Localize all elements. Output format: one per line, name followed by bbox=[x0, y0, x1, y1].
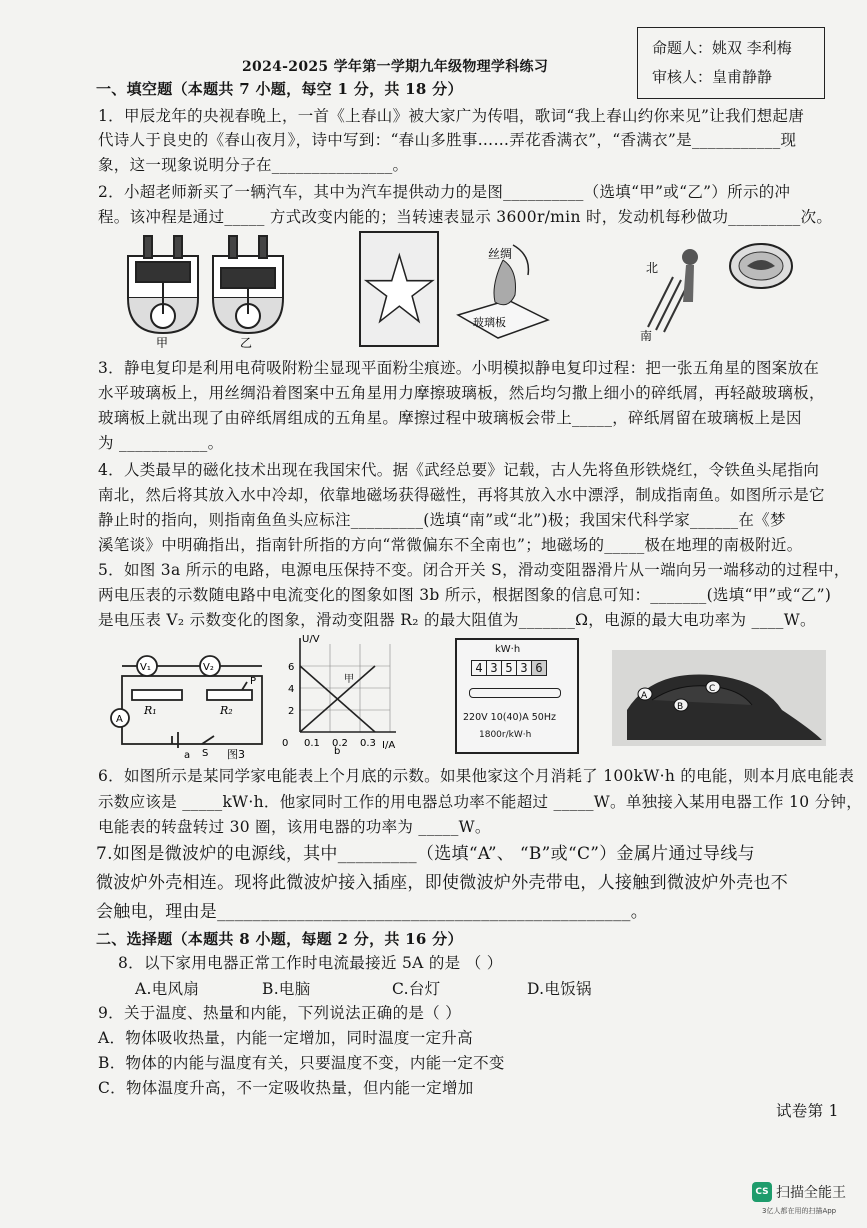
q4-line-3: 静止时的指向，则指南鱼鱼头应标注_________(选填“南”或“北”)极；我国宋代科学家______在《梦 bbox=[98, 511, 786, 529]
x-tick-0-1: 0.1 bbox=[304, 738, 320, 749]
q1-line-3: 象，这一现象说明分子在_______________。 bbox=[98, 156, 409, 174]
silk-glass-figure bbox=[453, 240, 553, 340]
q8-option-a: A.电风扇 bbox=[135, 980, 200, 998]
meter-digit: 3 bbox=[487, 661, 502, 675]
q4-line-2: 南北，然后将其放入水中冷却，依靠地磁场获得磁性，再将其放入水中漂浮，制成指南鱼。如图所示是它 bbox=[98, 486, 825, 504]
plug-label-b: B bbox=[677, 702, 684, 712]
section-1-heading: 一、填空题（本题共 7 小题，每空 1 分，共 18 分） bbox=[96, 80, 463, 98]
circuit-figure bbox=[102, 648, 272, 760]
plug-label-c: C bbox=[709, 684, 716, 694]
page-number: 试卷第 1 bbox=[776, 1102, 839, 1120]
voltage-current-graph bbox=[278, 630, 403, 754]
q1-line-1: 1．甲辰龙年的央视春晚上，一首《上春山》被大家广为传唱，歌词“我上春山约你来见”让我们想起唐 bbox=[98, 107, 805, 125]
switch-label: S bbox=[202, 748, 209, 759]
plug-photo bbox=[612, 650, 826, 746]
meter-disc-window bbox=[469, 688, 561, 698]
q9-stem: 9．关于温度、热量和内能，下列说法正确的是（ ） bbox=[98, 1004, 461, 1022]
meter-digit: 5 bbox=[502, 661, 517, 675]
glass-label: 玻璃板 bbox=[473, 316, 506, 329]
scan-app-name: 扫描全能王 bbox=[776, 1185, 846, 1201]
q3-line-3: 玻璃板上就出现了由碎纸屑组成的五角星。摩擦过程中玻璃板会带上_____，碎纸屑留在玻璃板上是因 bbox=[98, 409, 802, 427]
q9-option-b: B．物体的内能与温度有关，只要温度不变，内能一定不变 bbox=[98, 1054, 505, 1072]
engine-label-yi: 乙 bbox=[240, 336, 253, 348]
author-label: 命题人：姚双 李利梅 bbox=[652, 39, 792, 57]
q3-line-4: 为 ___________。 bbox=[98, 434, 224, 452]
q3-line-2: 水平玻璃板上，用丝绸沿着图案中五角星用力摩擦玻璃板，然后均匀撒上细小的碎纸屑，再轻敲玻璃板， bbox=[98, 384, 825, 402]
y-tick-6: 6 bbox=[288, 662, 295, 673]
meter-digit: 3 bbox=[517, 661, 532, 675]
slider-label: P bbox=[250, 676, 257, 687]
fig-b-label: b bbox=[334, 746, 341, 754]
q5-line-2: 两电压表的示数随电路中电流变化的图象如图 3b 所示，根据图象的信息可知：_______(选填“甲”或“乙”) bbox=[98, 586, 832, 604]
silk-label: 丝绸 bbox=[488, 247, 513, 261]
r2-label: R₂ bbox=[220, 704, 233, 717]
y-tick-2: 2 bbox=[288, 706, 295, 717]
q7-line-3: 会触电，理由是_______________________________________________。 bbox=[96, 902, 648, 922]
graph-xlabel: I/A bbox=[382, 740, 396, 751]
q5-line-1: 5．如图 3a 所示的电路，电源电压保持不变。闭合开关 S，滑动变阻器滑片从一端向另一端移动的过程中， bbox=[98, 561, 850, 579]
ammeter-label: A bbox=[116, 714, 123, 725]
meter-rev: 1800r/kW·h bbox=[479, 730, 532, 740]
scanner-watermark bbox=[752, 1182, 860, 1220]
engine-stroke-figure bbox=[118, 228, 298, 348]
author-box bbox=[637, 27, 825, 99]
star-board-figure bbox=[356, 228, 442, 350]
compass-figure bbox=[628, 232, 718, 342]
fish-bowl-figure bbox=[727, 240, 795, 292]
x-tick-0-2: 0.2 bbox=[332, 738, 348, 749]
q6-line-3: 电能表的转盘转过 30 圈，该用电器的功率为 _____W。 bbox=[98, 818, 491, 836]
q2-line-1: 2．小超老师新买了一辆汽车，其中为汽车提供动力的是图__________（选填“甲”或“乙”）所示的冲 bbox=[98, 183, 791, 201]
r1-label: R₁ bbox=[144, 704, 157, 717]
q7-line-1: 7.如图是微波炉的电源线，其中_________（选填“A”、 “B”或“C”）金属片通过导线与 bbox=[96, 844, 755, 864]
fig-a-label: a bbox=[184, 750, 191, 760]
fig3-label: 图3 bbox=[227, 748, 245, 760]
q4-line-1: 4．人类最早的磁化技术出现在我国宋代。据《武经总要》记载，古人先将鱼形铁烧红，令铁鱼头尾指向 bbox=[98, 461, 820, 479]
q8-stem: 8．以下家用电器正常工作时电流最接近 5A 的是 （ ） bbox=[118, 954, 503, 972]
graph-ylabel: U/V bbox=[302, 634, 320, 645]
meter-digit-decimal: 6 bbox=[532, 661, 546, 675]
q1-line-2: 代诗人于良史的《春山夜月》，诗中写到：“春山多胜事……弄花香满衣”，“香满衣”是___________现 bbox=[98, 131, 797, 149]
plug-label-a: A bbox=[641, 691, 648, 701]
section-2-heading: 二、选择题（本题共 8 小题，每题 2 分，共 16 分） bbox=[96, 930, 463, 948]
camscanner-icon: CS bbox=[752, 1182, 772, 1202]
meter-unit: kW·h bbox=[495, 644, 521, 655]
q7-line-2: 微波炉外壳相连。现将此微波炉接入插座，即使微波炉外壳带电，人接触到微波炉外壳也不 bbox=[96, 873, 788, 893]
q8-option-b: B.电脑 bbox=[262, 980, 311, 998]
x-tick-0: 0 bbox=[282, 738, 289, 749]
v2-label: V₂ bbox=[203, 662, 214, 673]
page-title: 2024-2025 学年第一学期九年级物理学科练习 bbox=[242, 59, 549, 75]
scan-app-tagline: 3亿人都在用的扫描App bbox=[762, 1207, 837, 1215]
meter-spec: 220V 10(40)A 50Hz bbox=[463, 712, 556, 723]
y-tick-4: 4 bbox=[288, 684, 295, 695]
q6-line-2: 示数应该是 _____kW·h．他家同时工作的用电器总功率不能超过 _____W。单独接入某用电器工作 10 分钟， bbox=[98, 793, 862, 811]
energy-meter bbox=[455, 638, 579, 754]
q5-line-3: 是电压表 V₂ 示数变化的图象，滑动变阻器 R₂ 的最大阻值为_______Ω，电源的最大电功率为 ____W。 bbox=[98, 611, 816, 629]
north-label: 北 bbox=[646, 261, 659, 275]
x-tick-0-3: 0.3 bbox=[360, 738, 376, 749]
q6-line-1: 6．如图所示是某同学家电能表上个月底的示数。如果他家这个月消耗了 100kW·h 的电能，则本月底电能表 bbox=[98, 767, 855, 785]
q8-option-d: D.电饭锅 bbox=[527, 980, 592, 998]
series-jia-label: 甲 bbox=[344, 674, 354, 685]
engine-label-jia: 甲 bbox=[156, 336, 169, 348]
q9-option-a: A．物体吸收热量，内能一定增加，同时温度一定升高 bbox=[98, 1029, 473, 1047]
v1-label: V₁ bbox=[140, 662, 151, 673]
south-label: 南 bbox=[640, 329, 653, 342]
q8-option-c: C.台灯 bbox=[392, 980, 441, 998]
meter-digit: 4 bbox=[472, 661, 487, 675]
meter-digits bbox=[471, 660, 547, 676]
q2-line-2: 程。该冲程是通过_____ 方式改变内能的；当转速表显示 3600r/min 时，发动机每秒做功_________次。 bbox=[98, 208, 833, 226]
reviewer-label: 审核人：皇甫静静 bbox=[652, 68, 773, 86]
q3-line-1: 3．静电复印是利用电荷吸附粉尘显现平面粉尘痕迹。小明模拟静电复印过程：把一张五角星的图案放在 bbox=[98, 359, 820, 377]
q9-option-c: C．物体温度升高，不一定吸收热量，但内能一定增加 bbox=[98, 1079, 474, 1097]
q4-line-4: 溪笔谈》中明确指出，指南针所指的方向“常微偏东不全南也”；地磁场的_____极在地理的南极附近。 bbox=[98, 536, 803, 554]
